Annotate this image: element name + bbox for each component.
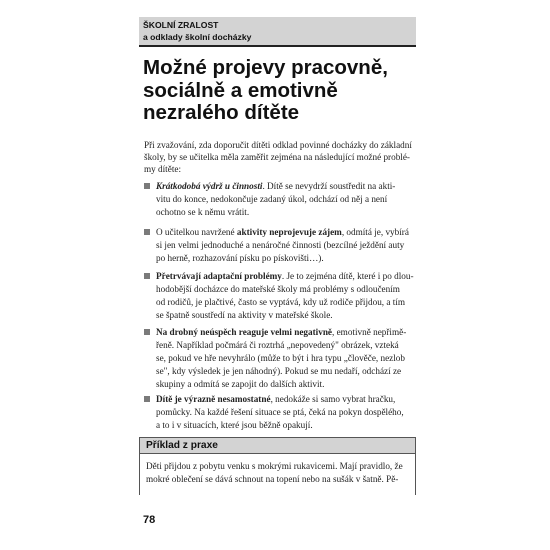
list-item-line: skupiny a odmítá se zapojit do dalších aktivit. [156,379,325,389]
bullet-square-icon [144,396,150,402]
text: . Je to zejména dítě, které i po dlou- [281,271,414,281]
list-item-line: od rodičů, je plačtivé, často se vyptává, kdy už rodiče přijdou, a tím [156,297,406,307]
example-line: Děti přijdou z pobytu venku s mokrými rukavicemi. Mají pravidlo, že [146,461,403,471]
emphasis: Na drobný neúspěch reaguje velmi negativně [156,327,333,337]
list-item-line: ochotno se k němu vrátit. [156,207,250,217]
list-item-line: se", kdy výsledek je jen náhodný). Pokud se mu nedaří, odchází ze [156,366,402,376]
list-item-line [156,226,409,238]
list-item-line: a to i v situacích, které jsou běžně opakují. [156,420,313,430]
example-box-title: Příklad z praxe [146,440,218,451]
list-item-line: řeně. Například počmárá či roztrhá „nepovedený" obrázek, vzteká [156,340,399,350]
list-item-line: vitu do konce, nedokončuje zadaný úkol, odchází od něj a není [156,194,388,204]
list-item-line [156,270,414,282]
text: . Dítě se nevydrží soustředit na akti- [262,181,396,191]
bullet-square-icon [144,229,150,235]
bullet-square-icon [144,183,150,189]
emphasis: aktivity neprojevuje zájem [236,227,342,237]
intro-line: Při zvažování, zda doporučit dítěti odklad povinné docházky do základní [144,140,412,150]
section-title-line: sociálně a emotivně [143,78,338,102]
list-item-line: po herně, rozhazování písku po pískovišti…). [156,253,324,263]
emphasis: Dítě je výrazně nesamostatné [156,394,271,404]
bullet-square-icon [144,329,150,335]
list-item-line: se, pokud ve hře nevyhrálo (může to být i hra typu „člověče, nezlob [156,353,405,363]
section-title-line: Možné projevy pracovně, [143,56,388,79]
emphasis: Krátkodobá výdrž u činnosti [156,181,263,191]
list-item-line [156,180,395,192]
list-item-line: se špatně soustředí na aktivity v mateřské škole. [156,310,333,320]
page-number: 78 [143,514,156,526]
section-title-line: nezralého dítěte [143,101,300,124]
list-item-line [156,326,406,338]
example-line: mokré oblečení se dává schnout na topení nebo na sušák v šatně. Pě- [146,474,399,484]
running-header-title: ŠKOLNÍ ZRALOST [143,20,219,30]
list-item-line: pomůcky. Na každé řešení situace se ptá, čeká na pokyn dospělého, [156,407,404,417]
running-header-subtitle: a odklady školní docházky [143,32,252,42]
header-rule [139,45,416,47]
list-item-line: hodobější docházce do mateřské školy má problémy s odloučením [156,284,400,294]
intro-line: školy, by se učitelka měla zaměřit zejména na následující možné problé- [144,152,410,162]
text: , nedokáže si samo vybrat hračku, [270,394,396,404]
list-item-line [156,393,395,405]
list-item-line: si jen velmi jednoduché a nenáročné činnosti (bezcílné ježdění auty [156,240,405,250]
section-title [143,57,413,125]
emphasis: Přetrvávají adaptační problémy [156,271,282,281]
intro-line: my dítěte: [144,164,181,174]
text: , odmítá je, vybírá [341,227,409,237]
text: , emotivně nepřimě- [332,327,407,337]
text: O učitelkou navržené [156,227,237,237]
bullet-square-icon [144,273,150,279]
